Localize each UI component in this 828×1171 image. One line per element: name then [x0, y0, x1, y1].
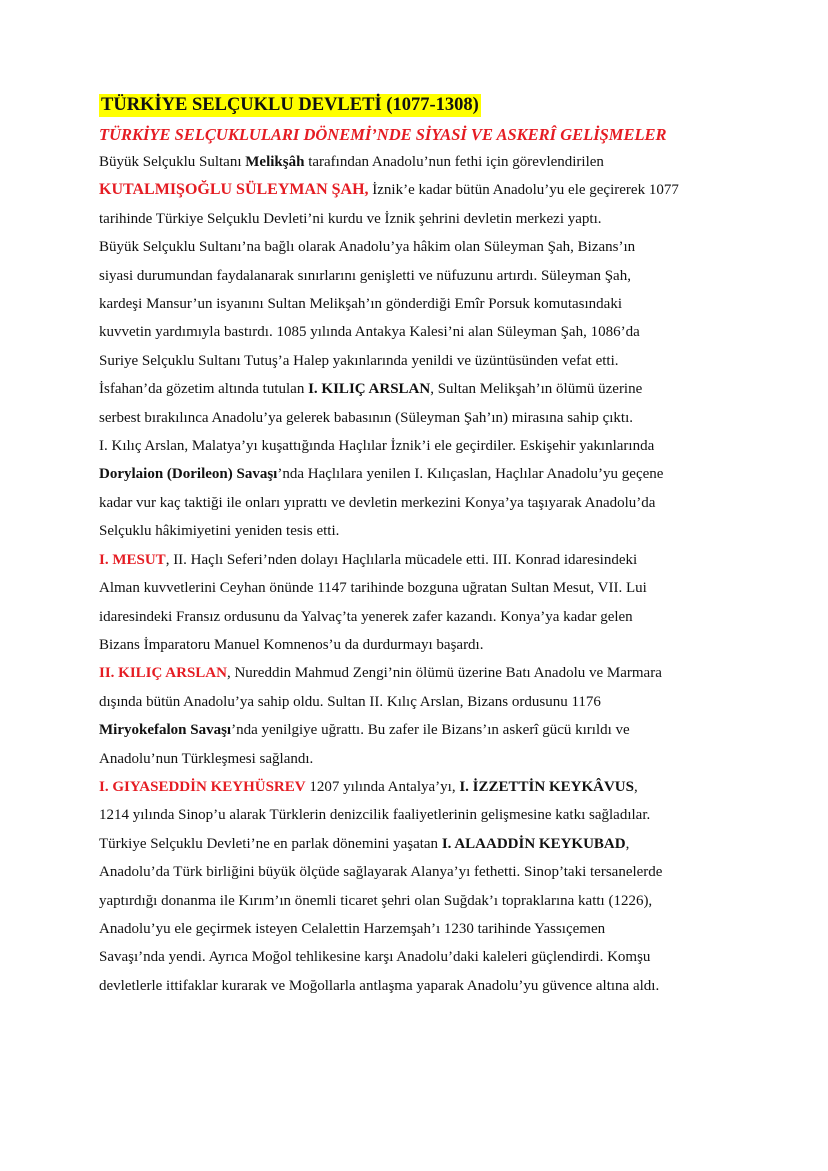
text-line: Suriye Selçuklu Sultanı Tutuş’a Halep yakınlarında yenildi ve üzüntüsünden vefat etti. — [99, 352, 619, 369]
text-line: Büyük Selçuklu Sultanı Melikşâh tarafından Anadolu’nun fethi için görevlendirilen — [99, 154, 604, 170]
text-line: Anadolu’nun Türkleşmesi sağlandı. — [99, 750, 314, 767]
text-line: Alman kuvvetlerini Ceyhan önünde 1147 tarihinde bozguna uğratan Sultan Mesut, VII. Lui — [99, 580, 647, 597]
paragraph-1 — [99, 148, 739, 233]
highlighted-name: I. GIYASEDDİN KEYHÜSREV — [99, 778, 306, 795]
text-line: kuvvetin yardımıyla bastırdı. 1085 yılında Antakya Kalesi’ni alan Süleyman Şah, 1086’da — [99, 324, 640, 341]
document-title: TÜRKİYE SELÇUKLU DEVLETİ (1077-1308) — [101, 95, 479, 115]
text-line: Türkiye Selçuklu Devleti’ne en parlak dönemini yaşatan I. ALAADDİN KEYKUBAD, — [99, 835, 630, 852]
text-line: I. Kılıç Arslan, Malatya’yı kuşattığında Haçlılar İznik’i ele geçirdiler. Eskişehir yakınlarında — [99, 438, 655, 455]
text-line: idaresindeki Fransız ordusunu da Yalvaç’ta yenerek zafer kazandı. Konya’ya kadar gelen — [99, 608, 633, 625]
bold-term: I. ALAADDİN KEYKUBAD — [441, 835, 626, 852]
text-line: kardeşi Mansur’un isyanını Sultan Melikşah’ın gönderdiği Emîr Porsuk komutasındaki — [99, 296, 622, 313]
paragraph-7 — [99, 773, 739, 830]
paragraph-2 — [99, 233, 739, 375]
highlighted-name: II. KILIÇ ARSLAN — [99, 665, 227, 682]
highlighted-name: I. MESUT — [99, 551, 166, 568]
text-line: serbest bırakılınca Anadolu’ya gelerek babasının (Süleyman Şah’ın) mirasına sahip çıktı. — [99, 409, 634, 426]
document-page — [99, 94, 739, 1000]
paragraph-6 — [99, 659, 739, 773]
text-line: Selçuklu hâkimiyetini yeniden tesis etti. — [99, 523, 340, 540]
text-line: İsfahan’da gözetim altında tutulan I. KILIÇ ARSLAN, Sultan Melikşah’ın ölümü üzerine — [99, 381, 643, 398]
bold-term: Melikşâh — [245, 154, 305, 170]
text-line: Miryokefalon Savaşı’nda yenilgiye uğrattı. Bu zafer ile Bizans’ın askerî gücü kırıldı ve — [99, 722, 630, 739]
text-line: Savaşı’nda yendi. Ayrıca Moğol tehlikesine karşı Anadolu’daki kaleleri güçlendirdi. Komşu — [99, 949, 651, 966]
paragraph-5 — [99, 546, 739, 660]
bold-term: Dorylaion (Dorileon) Savaşı — [99, 466, 278, 483]
bold-term: I. İZZETTİN KEYKÂVUS — [459, 778, 634, 795]
text-line: KUTALMIŞOĞLU SÜLEYMAN ŞAH, İznik’e kadar bütün Anadolu’yu ele geçirerek 1077 — [99, 181, 679, 199]
text-line: Büyük Selçuklu Sultanı’na bağlı olarak Anadolu’ya hâkim olan Süleyman Şah, Bizans’ın — [99, 239, 636, 256]
bold-term: I. KILIÇ ARSLAN — [308, 381, 431, 398]
text-line: devletlerle ittifaklar kurarak ve Moğollarla antlaşma yaparak Anadolu’yu güvence altına aldı. — [99, 977, 660, 994]
text-line: kadar vur kaç taktiği ile onları yıprattı ve devletin merkezini Konya’ya taşıyarak Anadolu’da — [99, 494, 656, 511]
paragraph-3 — [99, 375, 739, 432]
text-line: siyasi durumundan faydalanarak sınırlarını genişletti ve nüfuzunu artırdı. Süleyman Şah, — [99, 267, 631, 284]
text-line: 1214 yılında Sinop’u alarak Türklerin denizcilik faaliyetlerinin gelişmesine katkı sağladılar. — [99, 807, 651, 824]
text-line: Dorylaion (Dorileon) Savaşı’nda Haçlılara yenilen I. Kılıçaslan, Haçlılar Anadolu’yu geçene — [99, 466, 664, 483]
paragraph-4 — [99, 432, 739, 546]
paragraph-8 — [99, 830, 739, 1000]
section-subtitle: TÜRKİYE SELÇUKLULARI DÖNEMİ’NDE SİYASİ VE ASKERÎ GELİŞMELER — [99, 125, 667, 144]
text-line: yaptırdığı donanma ile Kırım’ın önemli ticaret şehri olan Suğdak’ı topraklarına kattı (1226), — [99, 892, 653, 909]
highlighted-name: KUTALMIŞOĞLU SÜLEYMAN ŞAH, — [99, 181, 369, 199]
text-line: dışında bütün Anadolu’ya sahip oldu. Sultan II. Kılıç Arslan, Bizans ordusunu 1176 — [99, 693, 601, 710]
text-line: Anadolu’yu ele geçirmek isteyen Celalettin Harzemşah’ı 1230 tarihinde Yassıçemen — [99, 920, 606, 937]
text-line: I. MESUT, II. Haçlı Seferi’nden dolayı Haçlılarla mücadele etti. III. Konrad idaresindeki — [99, 551, 638, 568]
text-line: II. KILIÇ ARSLAN, Nureddin Mahmud Zengi’nin ölümü üzerine Batı Anadolu ve Marmara — [99, 665, 662, 682]
text-line: Anadolu’da Türk birliğini büyük ölçüde sağlayarak Alanya’yı fethetti. Sinop’taki tersanelerde — [99, 864, 663, 881]
text-line: tarihinde Türkiye Selçuklu Devleti’ni kurdu ve İznik şehrini devletin merkezi yaptı. — [99, 210, 602, 227]
bold-term: Miryokefalon Savaşı — [99, 722, 232, 739]
text-line: I. GIYASEDDİN KEYHÜSREV 1207 yılında Antalya’yı, I. İZZETTİN KEYKÂVUS, — [99, 778, 638, 795]
text-line: Bizans İmparatoru Manuel Komnenos’u da durdurmayı başardı. — [99, 636, 484, 653]
